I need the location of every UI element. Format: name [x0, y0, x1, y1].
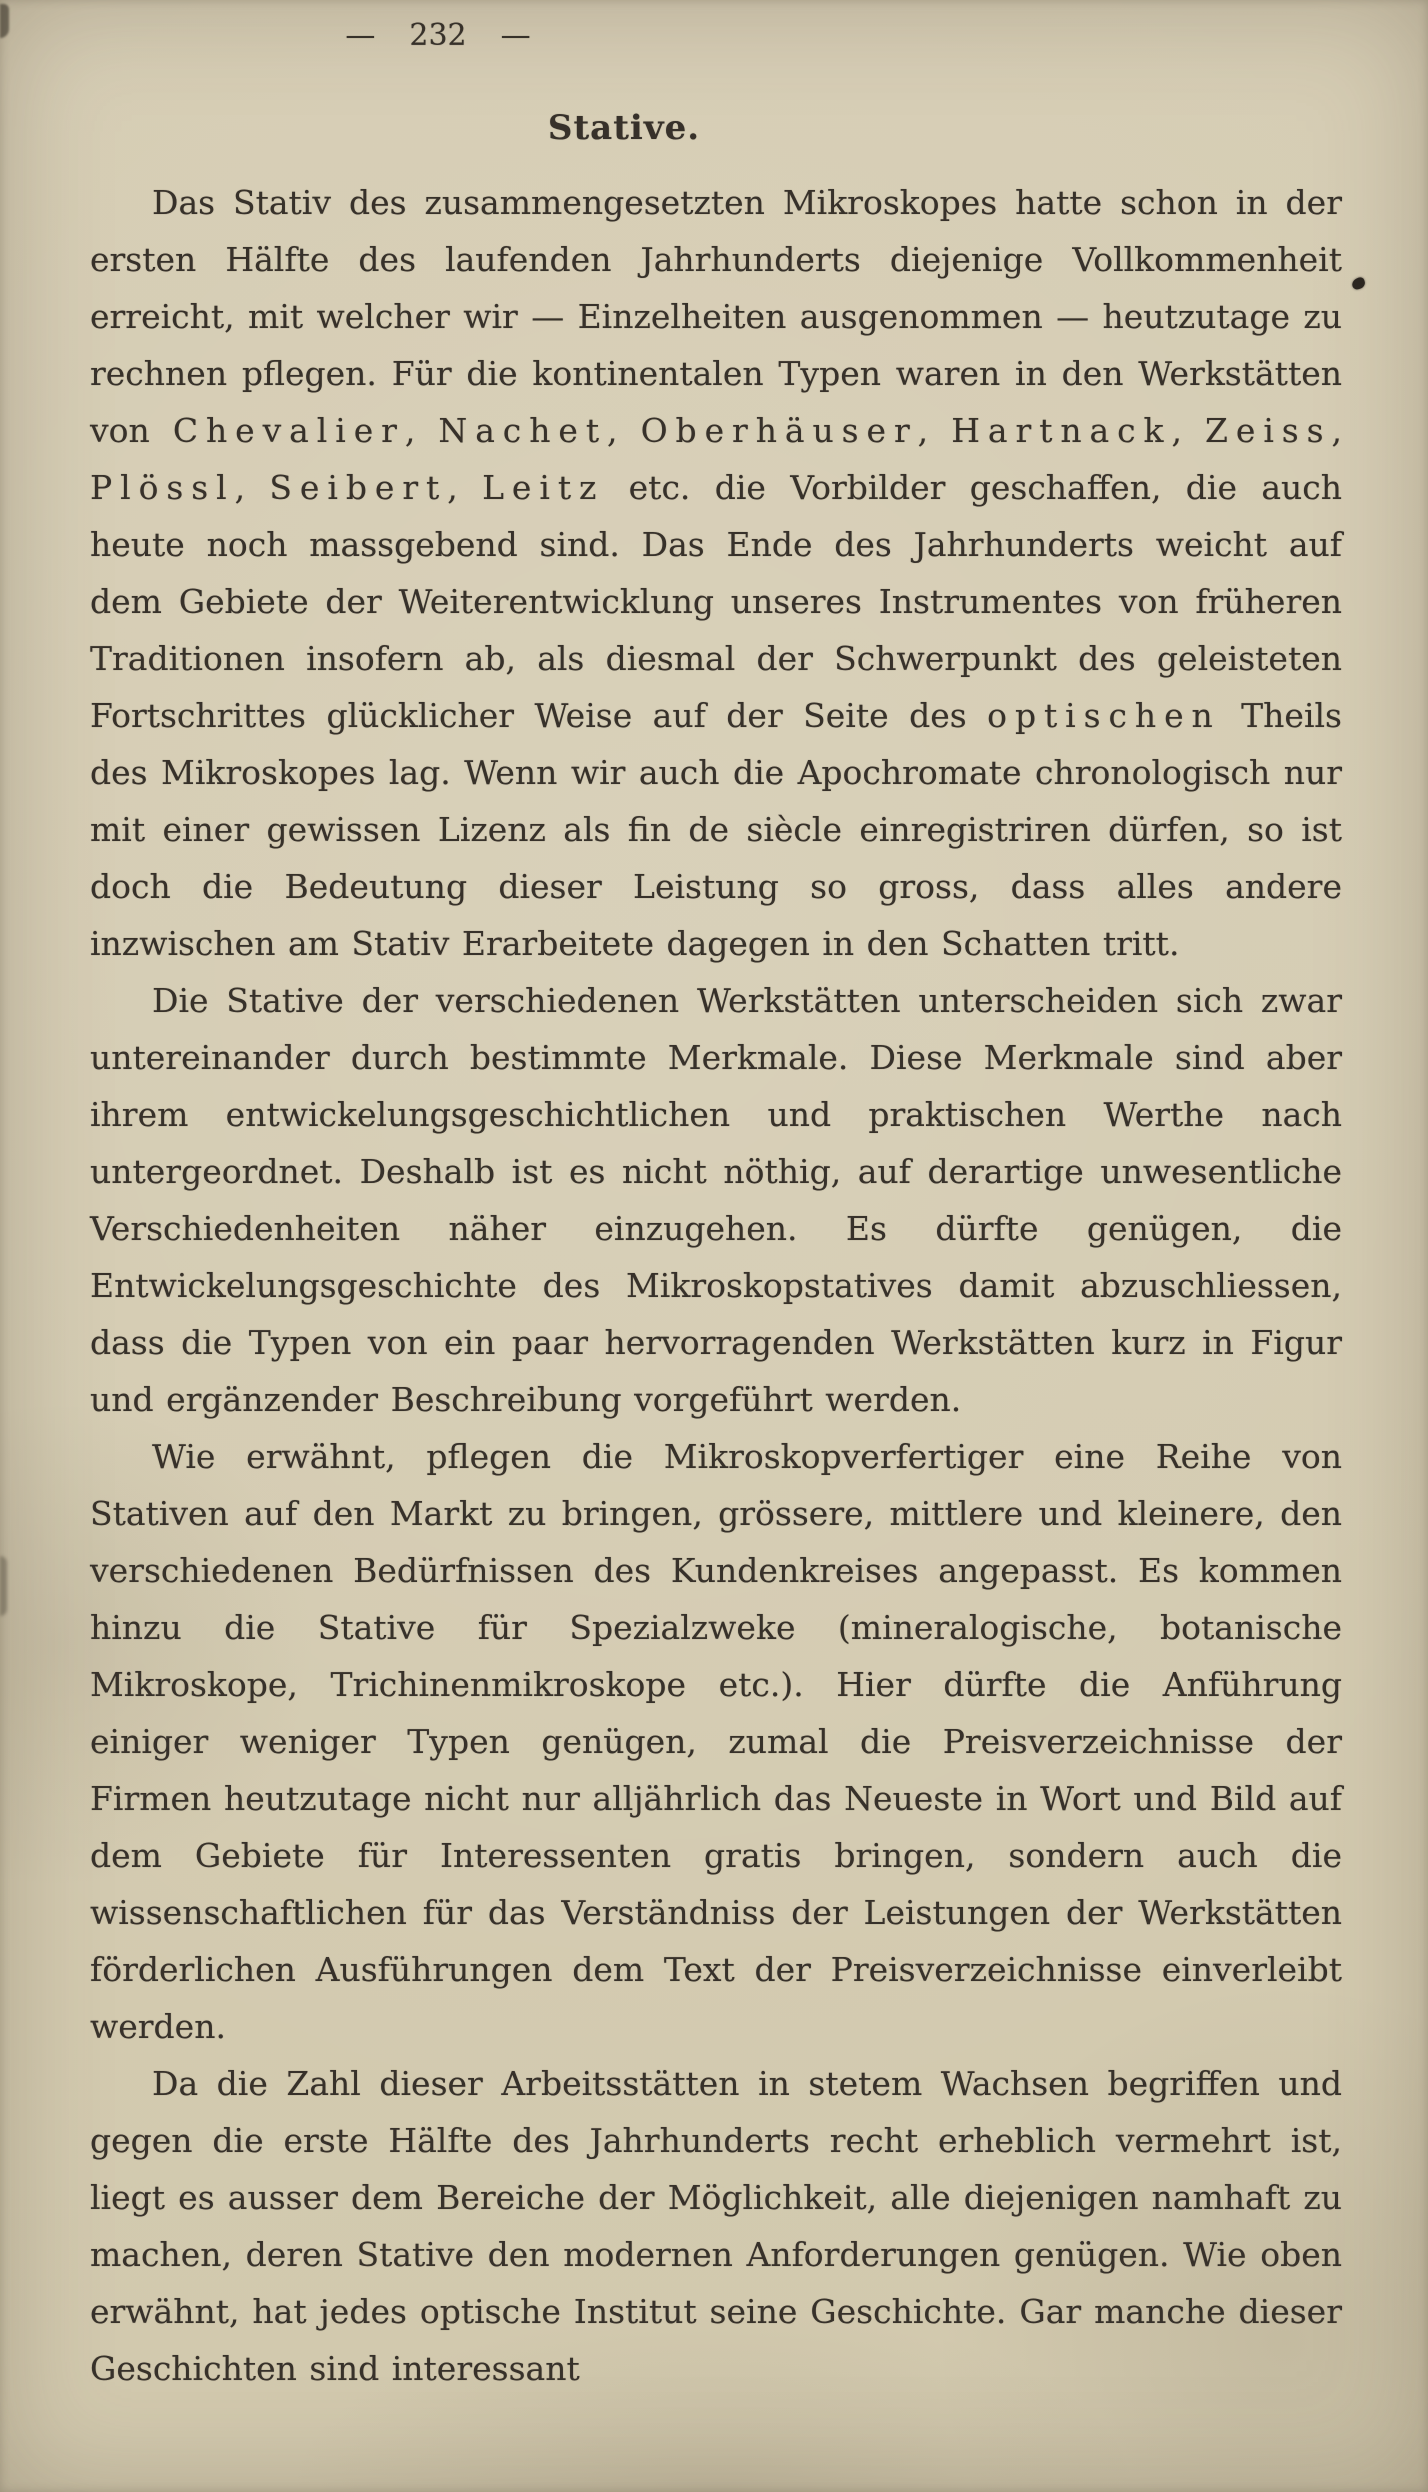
text-run: Theils des Mikroskopes lag. Wenn wir auch die Apochromate chronologisch nur mit einer gewissen Lizenz als fin de siècle einregistriren dürfen, so ist doch die Bedeutung dieser Leistung so gross, dass alles andere inzwischen am Stativ Erarbeitete dagegen in den Schatten tritt. [90, 696, 1342, 963]
text-run: Das Stativ des zusammengesetzten Mikroskopes hatte schon in der ersten Hälfte des laufenden Jahrhunderts diejenige Vollkommenheit erreicht, mit welcher wir — Einzelheiten ausgenommen — heutzutage zu rechnen pflegen. Für die kontinentalen Typen waren in den Werkstätten von [90, 183, 1342, 450]
edge-smudge [0, 1556, 7, 1616]
emphasized-name: Oberhäuser [640, 411, 918, 450]
paragraph [90, 2055, 1342, 2397]
emphasized-name: Seibert [269, 468, 448, 507]
text-run: Da die Zahl dieser Arbeitsstätten in stetem Wachsen begriffen und gegen die erste Hälfte des Jahrhunderts recht erheblich vermehrt ist, liegt es ausser dem Bereiche der Möglichkeit, alle diejenigen namhaft zu machen, deren Stative den modernen Anforderungen genügen. Wie oben erwähnt, hat jedes optische Institut seine Geschichte. Gar manche dieser Geschichten sind interessant [90, 2064, 1342, 2388]
emphasized-name: Chevalier [172, 411, 405, 450]
paragraphs [90, 174, 1342, 2397]
text-run: , [607, 411, 641, 450]
emphasized-name: Hartnack [951, 411, 1172, 450]
emphasized-name: Zeiss [1205, 411, 1332, 450]
page-number: 232 [409, 18, 467, 53]
text-run: Wie erwähnt, pflegen die Mikroskopverfertiger eine Reihe von Stativen auf den Markt zu bringen, grössere, mittlere und kleinere, den verschiedenen Bedürfnissen des Kundenkreises angepasst. Es kommen hinzu die Stative für Spezialzweke (mineralogische, botanische Mikroskope, Trichinenmikroskope etc.). Hier dürfte die Anführung einiger weniger Typen genügen, zumal die Preisverzeichnisse der Firmen heutzutage nicht nur alljährlich das Neueste in Wort und Bild auf dem Gebiete für Interessenten gratis bringen, sondern auch die wissenschaftlichen für das Verständniss der Leistungen der Werkstätten förderlichen Ausführungen dem Text der Preisverzeichnisse einverleibt werden. [90, 1437, 1342, 2046]
text-run: , [1331, 411, 1343, 450]
text-run: , [234, 468, 270, 507]
header-dash-right: — [500, 18, 531, 53]
corner-smudge [0, 4, 9, 38]
page-header [0, 16, 1064, 56]
emphasized-name: Nachet [438, 411, 608, 450]
section-title: Stative. [547, 108, 701, 148]
text-run: , [1171, 411, 1206, 450]
paragraph [90, 972, 1342, 1428]
paragraph [90, 1428, 1342, 2055]
text-run: , [404, 411, 439, 450]
text-run: , [447, 468, 483, 507]
paragraph [90, 174, 1342, 972]
emphasized-name: optischen [987, 696, 1221, 735]
text-run: etc. die Vorbilder geschaffen, die auch heute noch massgebend sind. Das Ende des Jahrhunderts weicht auf dem Gebiete der Weiterentwicklung unseres Instrumentes von früheren Traditionen insofern ab, als diesmal der Schwerpunkt des geleisteten Fortschrittes glücklicher Weise auf der Seite des [90, 468, 1342, 735]
text-run: Die Stative der verschiedenen Werkstätten unterscheiden sich zwar untereinander durch bestimmte Merkmale. Diese Merkmale sind aber ihrem entwickelungsgeschichtlichen und praktischen Werthe nach untergeordnet. Deshalb ist es nicht nöthig, auf derartige unwesentliche Verschiedenheiten näher einzugehen. Es dürfte genügen, die Entwickelungsgeschichte des Mikroskopstatives damit abzuschliessen, dass die Typen von ein paar hervorragenden Werkstätten kurz in Figur und ergänzender Beschreibung vorgeführt werden. [90, 981, 1342, 1419]
text-run: , [917, 411, 952, 450]
emphasized-name: Leitz [482, 468, 605, 507]
header-dash-left: — [345, 18, 376, 53]
emphasized-name: Plössl [90, 468, 235, 507]
